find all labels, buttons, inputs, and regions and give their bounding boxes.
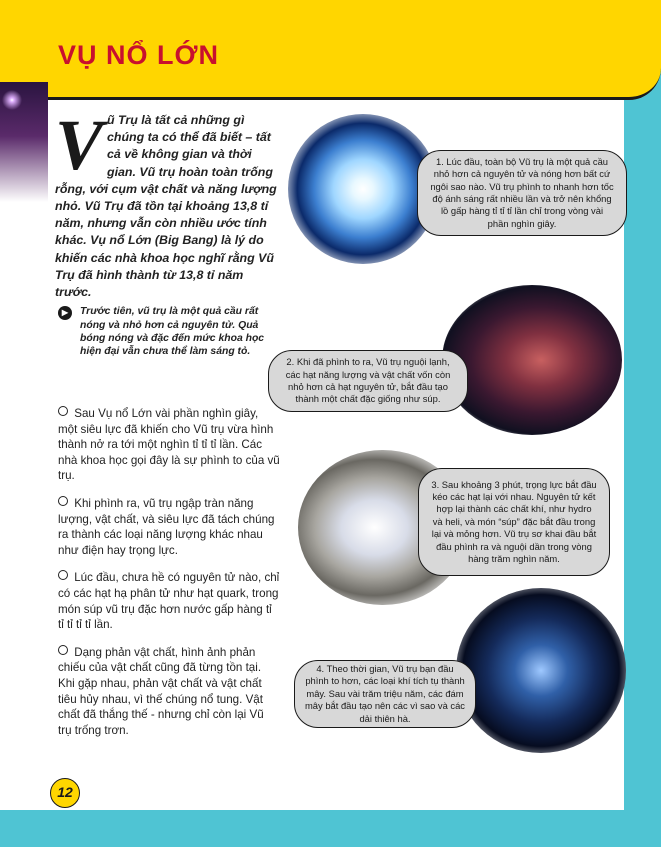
galaxy-formation-image	[456, 588, 626, 753]
intro-text: ũ Trụ là tất cả những gì chúng ta có thể đã biết – tất cả về không gian và thời gian. Vũ trụ hoàn toàn trống rỗng, với cụm vật chất và năng lượng nhỏ. Vũ Trụ đã tồn tại khoảng 13,8 tỉ năm, nhưng vẫn còn nhiều ước tính khác. Vụ nổ Lớn (Big Bang) là lý do khiến các nhà khoa học nghĩ rằng Vũ Trụ đã hình thành từ 13,8 tỉ năm trước.	[55, 113, 277, 300]
bullet-list	[58, 406, 280, 750]
bullet-text: Sau Vụ nổ Lớn vài phần nghìn giây, một siêu lực đã khiến cho Vũ trụ vừa hình thành nở ra tới một nghìn tỉ tỉ tỉ lần. Các nhà khoa học gọi đây là sự phình to của vũ trụ.	[58, 407, 280, 483]
bullet-item	[58, 496, 280, 558]
caption-step-2: 2. Khi đã phình to ra, Vũ trụ nguội lạnh, các hạt năng lượng và vật chất vốn còn nhỏ hơn cả hạt nguyên tử, bắt đầu tạo thành một chất đặc giống như súp.	[268, 350, 468, 412]
bullet-text: Khi phình ra, vũ trụ ngập tràn năng lượng, vật chất, và siêu lực đã tách chúng ra thành các loại năng lượng khác nhau như điện hay trọng lực.	[58, 496, 275, 557]
caption-step-1: 1. Lúc đầu, toàn bộ Vũ trụ là một quả cầu nhỏ hơn cả nguyên tử và nóng hơn bất cứ ngôi sao nào. Vũ trụ phình to nhanh hơn tốc độ ánh sáng rất nhiều lần và trở nên khổng lồ gấp hàng tỉ tỉ tỉ lần chỉ trong vòng vài phần nghìn giây.	[417, 150, 627, 236]
page-title: VỤ NỔ LỚN	[58, 40, 220, 70]
drop-cap: V	[55, 105, 104, 185]
page-number: 12	[50, 778, 80, 808]
caption-step-3: 3. Sau khoảng 3 phút, trọng lực bắt đầu kéo các hạt lại với nhau. Nguyên tử kết hợp lại thành các chất khí, như hydro và heli, và món “súp” đặc bắt đầu trong lại và mỏng hơn. Vũ trụ sơ khai đầu bắt đầu phình ra và nguội dần trong vòng hàng trăm nghìn năm.	[418, 468, 610, 576]
circle-bullet-icon	[58, 496, 68, 506]
circle-bullet-icon	[58, 406, 68, 416]
cosmic-soup-image	[442, 285, 622, 435]
arrow-right-icon: ▶	[58, 306, 72, 320]
circle-bullet-icon	[58, 645, 68, 655]
page-header	[0, 0, 661, 100]
fact-text: Trước tiên, vũ trụ là một quả cầu rất nóng và nhỏ hơn cả nguyên tử. Quả bóng nóng và đặc đến mức khoa học hiện đại vẫn chưa thể làm sáng tỏ.	[80, 306, 265, 358]
bullet-item	[58, 570, 280, 632]
bullet-item	[58, 645, 280, 739]
starfield-image	[0, 82, 48, 202]
bullet-text: Lúc đầu, chưa hề có nguyên tử nào, chỉ có các hạt hạ phân tử như hạt quark, trong món súp vũ trụ đặc hơn nước gấp hàng tỉ tỉ tỉ tỉ tỉ lần.	[58, 571, 280, 632]
big-bang-image	[288, 114, 438, 264]
intro-paragraph	[55, 105, 282, 301]
caption-step-4: 4. Theo thời gian, Vũ trụ bạn đầu phình to hơn, các loại khí tích tụ thành mây. Sau vài trăm triệu năm, các đám mây bắt đầu tạo nên các vì sao và các dải thiên hà.	[294, 660, 476, 728]
circle-bullet-icon	[58, 570, 68, 580]
bullet-item	[58, 406, 280, 484]
fact-box	[58, 306, 278, 359]
bullet-text: Dạng phản vật chất, hình ảnh phản chiếu của vật chất cũng đã từng tồn tại. Khi gặp nhau, phản vật chất và vật chất tiêu hủy nhau, vì thế chúng nổ tung. Vật chất đã thắng thế - nhưng chỉ còn lại Vũ trụ trống trơn.	[58, 645, 264, 737]
